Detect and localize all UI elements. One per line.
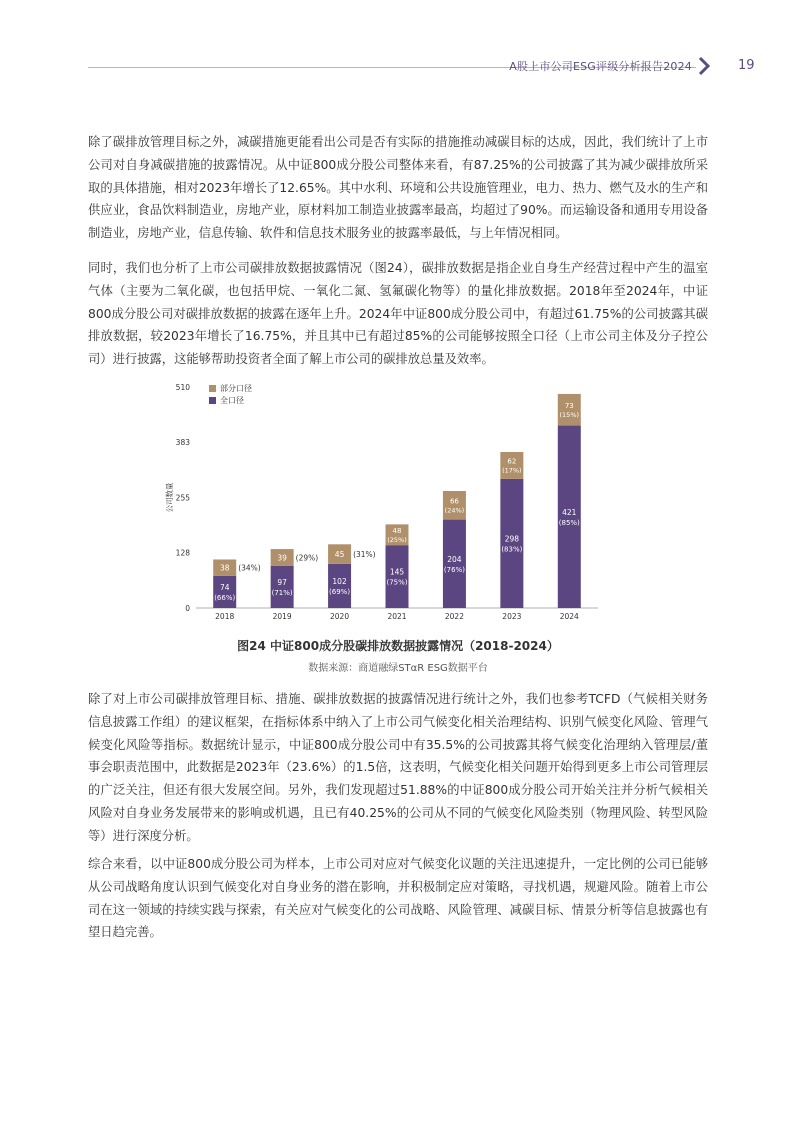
bar-partial-value: 48 — [392, 526, 402, 535]
bar-partial-pct: (34%) — [238, 563, 261, 573]
bar-partial-value: 38 — [219, 563, 230, 573]
chevron-right-icon — [698, 57, 710, 75]
x-tick-label: 2022 — [444, 612, 464, 621]
legend-label: 部分口径 — [220, 384, 252, 393]
x-tick-label: 2024 — [559, 612, 579, 621]
paragraph-summary: 综合来看，以中证800成分股公司为样本，上市公司对应对气候变化议题的关注迅速提升，一定比例的公司已能够从公司战略角度认识到气候变化对自身业务的潜在影响，并积极制定应对策略，寻找机遇，规避风险。随着上市公司在这一领域的持续实践与探索，有关应对气候变化的公司战略、风险管理、减碳目标、情景分析等信息披露也有望日趋完善。 — [88, 857, 708, 940]
bar-partial-value: 66 — [449, 497, 459, 506]
bar-partial-value: 45 — [334, 550, 345, 560]
x-tick-label: 2021 — [387, 612, 407, 621]
y-tick-label: 128 — [175, 548, 190, 558]
bar-partial-pct: (25%) — [387, 535, 407, 544]
bar-partial-value: 73 — [564, 401, 574, 410]
bar-partial-pct: (15%) — [559, 410, 580, 419]
bar-partial-pct: (17%) — [502, 466, 522, 475]
emission-disclosure-chart — [166, 380, 606, 630]
bar-partial-pct: (24%) — [444, 506, 465, 515]
bar-full-pct: (75%) — [386, 578, 408, 587]
y-tick-label: 255 — [175, 493, 190, 503]
bar-full-value: 145 — [389, 567, 405, 577]
page-number: 19 — [738, 58, 755, 73]
bar-partial-value: 39 — [277, 553, 287, 563]
bar-full-value: 204 — [447, 554, 462, 564]
bar-full-pct: (83%) — [501, 545, 523, 554]
bar-full-value: 298 — [504, 534, 520, 544]
header-title: A股上市公司ESG评级分析报告2024 — [509, 60, 692, 73]
bar-full-pct: (69%) — [329, 587, 351, 596]
legend-swatch — [209, 397, 216, 404]
x-tick-label: 2019 — [272, 612, 292, 621]
y-tick-label: 383 — [175, 438, 190, 448]
bar-full-pct: (76%) — [443, 565, 465, 574]
bar-full-pct: (66%) — [214, 593, 236, 602]
figure-source: 数据来源：商道融绿STαR ESG数据平台 — [308, 663, 488, 674]
bar-full-value: 97 — [277, 577, 287, 587]
legend-swatch — [209, 385, 216, 392]
bar-full-value: 102 — [332, 576, 347, 586]
bar-partial-scope — [558, 394, 581, 426]
bar-full-value: 421 — [562, 507, 577, 517]
y-tick-label: 0 — [185, 604, 190, 613]
bar-full-pct: (71%) — [271, 588, 293, 597]
y-axis-label: 公司数量 — [165, 482, 174, 513]
paragraph-emission-data: 同时，我们也分析了上市公司碳排放数据披露情况（图24），碳排放数据是指企业自身生产经营过程中产生的温室气体（主要为二氧化碳，也包括甲烷、一氧化二氮、氢氟碳化物等）的量化排放数据。2018年至2024年，中证800成分股公司对碳排放数据的披露在逐年上升。2024年中证800成分股公司中，有超过61.75%的公司披露其碳排放数据，较2023年增长了16.75%，并且其中已有超过85%的公司能够按照全口径（上市公司主体及分子控公司）进行披露，这能够帮助投资者全面了解上市公司的碳排放总量及效率。 — [88, 261, 708, 367]
x-tick-label: 2018 — [215, 612, 235, 621]
legend-label: 全口径 — [220, 396, 244, 405]
y-tick-label: 510 — [175, 383, 190, 392]
x-tick-label: 2020 — [330, 612, 350, 621]
paragraph-tcfd: 除了对上市公司碳排放管理目标、措施、碳排放数据的披露情况进行统计之外，我们也参考TCFD（气候相关财务信息披露工作组）的建议框架，在指标体系中纳入了上市公司气候变化相关治理结构、识别气候变化风险、管理气候变化风险等指标。数据统计显示，中证800成分股公司中有35.5%的公司披露其将气候变化治理纳入管理层/董事会职责范围中，此数据是2023年（23.6%）的1.5倍，这表明，气候变化相关问题开始得到更多上市公司管理层的广泛关注，但还有很大发展空间。另外，我们发现超过51.88%的中证800成分股公司开始关注并分析气候相关风险对自身业务发展带来的影响或机遇，且已有40.25%的公司从不同的气候变化风险类别（物理风险、转型风险等）进行深度分析。 — [88, 692, 708, 843]
bar-partial-pct: (31%) — [353, 550, 376, 560]
figure-caption: 图24 中证800成分股碳排放数据披露情况（2018-2024） — [237, 639, 559, 653]
paragraph-emission-measures: 除了碳排放管理目标之外，减碳措施更能看出公司是否有实际的措施推动减碳目标的达成，因此，我们统计了上市公司对自身减碳措施的披露情况。从中证800成分股公司整体来看，有87.25%的公司披露了其为减少碳排放所采取的具体措施，相对2023年增长了12.65%。其中水利、环境和公共设施管理业，电力、热力、燃气及水的生产和供应业，食品饮料制造业，房地产业，原材料加工制造业披露率最高，均超过了90%。而运输设备和通用专用设备制造业，房地产业，信息传输、软件和信息技术服务业的披露率最低，与上年情况相同。 — [88, 135, 708, 241]
bar-full-pct: (85%) — [558, 518, 580, 527]
bar-partial-pct: (29%) — [295, 553, 319, 563]
bar-partial-value: 62 — [507, 457, 517, 466]
x-tick-label: 2023 — [502, 612, 522, 621]
bar-full-value: 74 — [219, 582, 230, 592]
